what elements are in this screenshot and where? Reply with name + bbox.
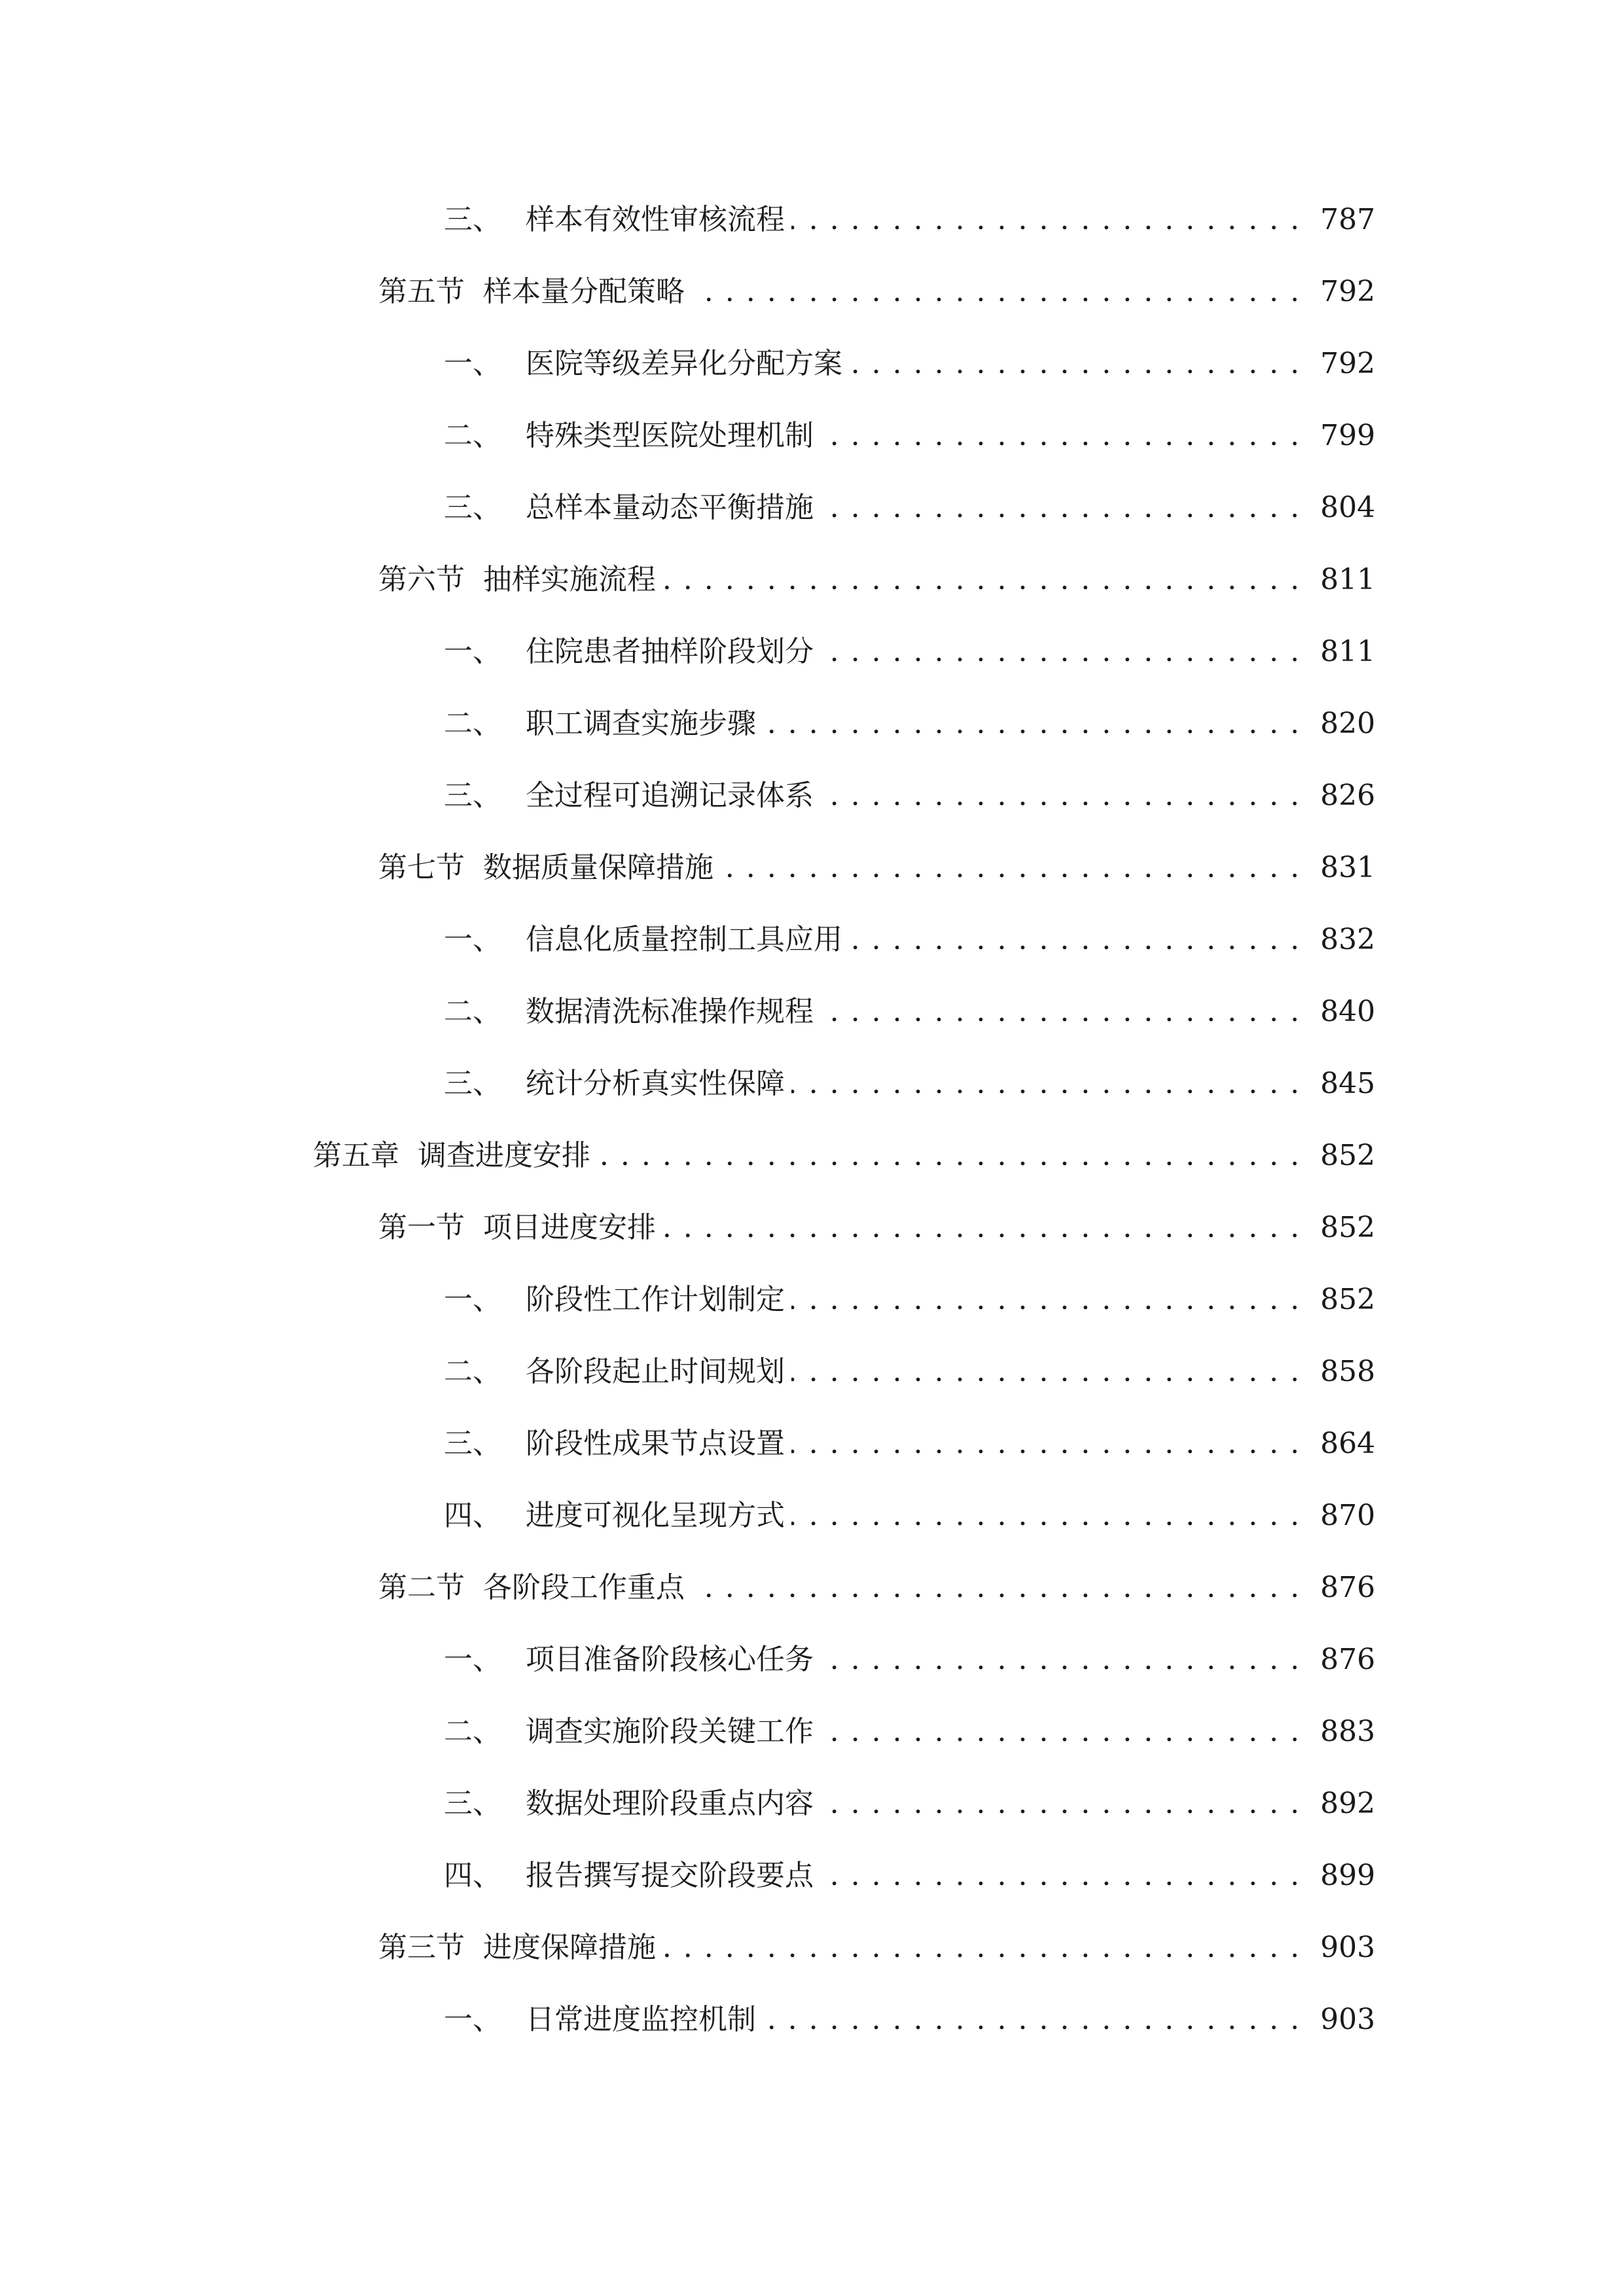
toc-dot-leader [662,1922,1301,1974]
toc-entry-title: 阶段性成果节点设置 [526,1427,785,1460]
toc-entry-number: 三、 [444,203,501,236]
toc-entry-page: 852 [1320,1139,1375,1172]
toc-entry-title: 样本有效性审核流程 [526,203,785,236]
toc-entry-page: 811 [1320,563,1375,596]
toc-entry[interactable] [444,1706,1375,1758]
toc-entry-page: 792 [1320,347,1375,380]
toc-entry-page: 792 [1320,275,1375,308]
toc-entry-number: 三、 [444,1787,501,1820]
toc-entry[interactable] [444,1994,1375,2046]
toc-entry-title: 调查实施阶段关键工作 [526,1715,814,1748]
toc-dot-leader [791,1418,1301,1470]
toc-entry-title: 统计分析真实性保障 [526,1067,785,1100]
toc-entry-title: 各阶段起止时间规划 [526,1355,785,1388]
toc-entry-page: 892 [1320,1787,1375,1820]
toc-entry-title: 职工调查实施步骤 [526,707,756,740]
toc-entry-title: 数据处理阶段重点内容 [526,1787,814,1820]
toc-entry[interactable] [444,410,1375,462]
toc-dot-leader [820,770,1301,822]
toc-entry-number: 第六节 [378,563,465,596]
toc-entry-number: 一、 [444,1283,501,1316]
toc-entry-title: 项目进度安排 [483,1211,656,1244]
toc-entry-title: 抽样实施流程 [483,563,656,596]
toc-entry-number: 一、 [444,635,501,668]
toc-entry[interactable] [444,194,1375,246]
toc-entry-number: 三、 [444,1067,501,1100]
toc-entry[interactable] [444,698,1375,750]
toc-dot-leader [820,626,1301,678]
toc-entry[interactable] [378,266,1375,318]
toc-entry[interactable] [378,842,1375,894]
toc-entry-title: 阶段性工作计划制定 [526,1283,785,1316]
toc-entry-number: 第五节 [378,275,465,308]
toc-entry[interactable] [378,554,1375,606]
toc-entry-number: 第二节 [378,1571,465,1604]
toc-entry-page: 876 [1320,1643,1375,1676]
toc-entry-page: 820 [1320,707,1375,740]
toc-entry-page: 858 [1320,1355,1375,1388]
toc-entry-page: 804 [1320,491,1375,524]
toc-entry-title: 信息化质量控制工具应用 [526,923,842,956]
toc-dot-leader [791,1058,1301,1110]
toc-entry-title: 调查进度安排 [418,1139,590,1172]
toc-entry[interactable] [444,770,1375,822]
toc-entry[interactable] [444,1418,1375,1470]
toc-dot-leader [720,842,1301,894]
toc-entry-number: 二、 [444,1355,501,1388]
toc-dot-leader [820,482,1301,534]
toc-dot-leader [820,1850,1301,1902]
toc-entry-page: 831 [1320,851,1375,884]
toc-entry-number: 一、 [444,923,501,956]
toc-entry-title: 进度保障措施 [483,1931,656,1964]
toc-entry[interactable] [444,1634,1375,1686]
toc-entry-page: 832 [1320,923,1375,956]
toc-entry[interactable] [444,626,1375,678]
toc-entry-page: 883 [1320,1715,1375,1748]
toc-entry-title: 日常进度监控机制 [526,2003,756,2036]
toc-entry-page: 876 [1320,1571,1375,1604]
toc-entry[interactable] [444,986,1375,1038]
toc-dot-leader [820,1706,1301,1758]
toc-dot-leader [820,986,1301,1038]
toc-entry-title: 报告撰写提交阶段要点 [526,1859,814,1892]
toc-entry-number: 三、 [444,491,501,524]
toc-entry-number: 四、 [444,1859,501,1892]
toc-entry[interactable] [444,914,1375,966]
toc-entry-number: 二、 [444,419,501,452]
toc-entry[interactable] [378,1202,1375,1254]
toc-entry-number: 一、 [444,1643,501,1676]
toc-entry[interactable] [378,1562,1375,1614]
toc-entry[interactable] [444,1058,1375,1110]
toc-entry-number: 二、 [444,707,501,740]
toc-entry-title: 数据质量保障措施 [483,851,713,884]
toc-entry-title: 特殊类型医院处理机制 [526,419,814,452]
toc-dot-leader [662,1202,1301,1254]
toc-entry-title: 医院等级差异化分配方案 [526,347,842,380]
toc-entry-page: 840 [1320,995,1375,1028]
toc-entry-number: 第七节 [378,851,465,884]
toc-entry-number: 第三节 [378,1931,465,1964]
toc-dot-leader [597,1130,1301,1182]
toc-dot-leader [791,1274,1301,1326]
toc-entry-title: 数据清洗标准操作规程 [526,995,814,1028]
toc-dot-leader [763,698,1301,750]
toc-entry[interactable] [444,1778,1375,1830]
toc-entry-number: 第一节 [378,1211,465,1244]
toc-entry-page: 811 [1320,635,1375,668]
toc-entry-number: 一、 [444,2003,501,2036]
toc-entry[interactable] [444,338,1375,390]
toc-entry-page: 899 [1320,1859,1375,1892]
toc-entry[interactable] [378,1922,1375,1974]
toc-entry[interactable] [444,1346,1375,1398]
toc-entry-page: 826 [1320,779,1375,812]
toc-entry[interactable] [444,1490,1375,1542]
toc-entry[interactable] [444,1850,1375,1902]
toc-dot-leader [791,194,1301,246]
toc-entry-title: 总样本量动态平衡措施 [526,491,814,524]
toc-entry-page: 799 [1320,419,1375,452]
toc-entry-page: 852 [1320,1283,1375,1316]
toc-entry-title: 进度可视化呈现方式 [526,1499,785,1532]
toc-entry-page: 787 [1320,203,1375,236]
toc-entry-title: 住院患者抽样阶段划分 [526,635,814,668]
toc-dot-leader [691,266,1301,318]
toc-dot-leader [691,1562,1301,1614]
toc-dot-leader [763,1994,1301,2046]
toc-dot-leader [820,1634,1301,1686]
toc-entry[interactable] [444,1274,1375,1326]
toc-entry-number: 第五章 [313,1139,399,1172]
toc-entry-title: 各阶段工作重点 [483,1571,685,1604]
toc-entry-page: 903 [1320,2003,1375,2036]
toc-entry-title: 样本量分配策略 [483,275,685,308]
toc-entry-page: 852 [1320,1211,1375,1244]
toc-entry-number: 四、 [444,1499,501,1532]
toc-entry-title: 全过程可追溯记录体系 [526,779,814,812]
toc-entry-number: 二、 [444,1715,501,1748]
toc-dot-leader [820,1778,1301,1830]
toc-entry[interactable] [313,1130,1375,1182]
toc-entry[interactable] [444,482,1375,534]
toc-dot-leader [849,338,1301,390]
toc-entry-number: 二、 [444,995,501,1028]
toc-entry-number: 三、 [444,779,501,812]
toc-dot-leader [820,410,1301,462]
toc-entry-page: 864 [1320,1427,1375,1460]
toc-dot-leader [791,1346,1301,1398]
toc-entry-page: 903 [1320,1931,1375,1964]
toc-entry-number: 一、 [444,347,501,380]
toc-dot-leader [662,554,1301,606]
toc-dot-leader [849,914,1301,966]
toc-entry-title: 项目准备阶段核心任务 [526,1643,814,1676]
toc-entry-page: 870 [1320,1499,1375,1532]
toc-entry-number: 三、 [444,1427,501,1460]
toc-dot-leader [791,1490,1301,1542]
toc-entry-page: 845 [1320,1067,1375,1100]
